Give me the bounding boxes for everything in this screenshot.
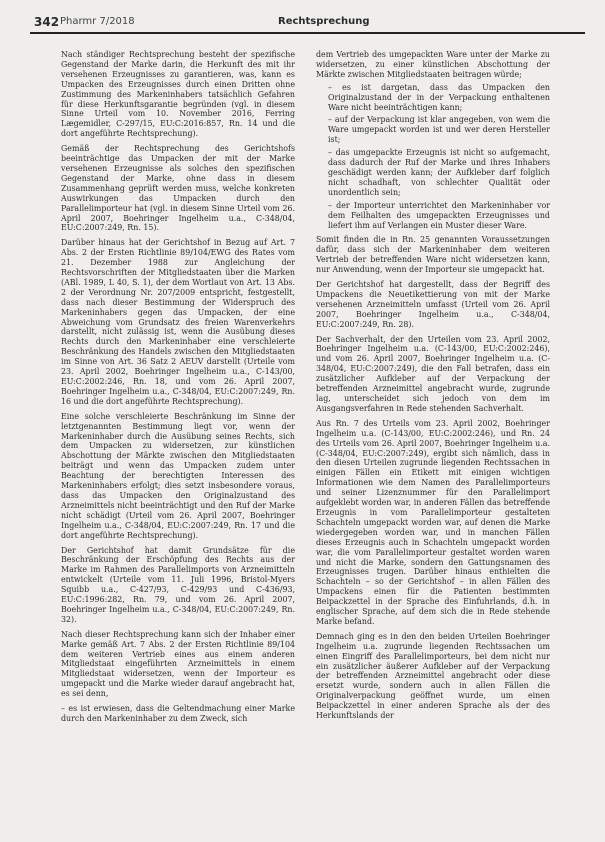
right-column — [316, 50, 550, 726]
header-rule — [30, 32, 585, 34]
paragraph: Nach ständiger Rechtsprechung besteht der spezifische Gegenstand der Marke darin, die Herkunft des mit ihr versehenen Erzeugnisses zu garantieren, was, kann es Umpacken des Erzeugnisses durch einen Dritten ohne Zustimmung des Markeninhabers tatsächlich Gefahren für diese Herkunftsgarantie begründen (vgl. in diesem Sinne Urteil vom 10. November 2016, Ferring Lægemidler, C-297/15, EU:C:2016:857, Rn. 14 und die dort angeführte Rechtsprechung). — [61, 50, 295, 139]
paragraph: Der Gerichtshof hat dargestellt, dass der Begriff des Umpackens die Neuetikettierung von mit der Marke versehenen Arzneimitteln umfasst (Urteil vom 26. April 2007, Boehringer Ingelheim u.a., C-348/04, EU:C:2007:249, Rn. 28). — [316, 280, 550, 329]
list-item: – es ist dargetan, dass das Umpacken den Originalzustand der in der Verpackung enthaltenen Ware nicht beeinträchtigen kann; — [328, 82, 550, 112]
list-item: – der Importeur unterrichtet den Markeninhaber vor dem Feilhalten des umgepackten Erzeugnisses und liefert ihm auf Verlangen ein Muster dieser Ware. — [328, 200, 550, 230]
list-item: – auf der Verpackung ist klar angegeben, von wem die Ware umgepackt worden ist und wer deren Hersteller ist; — [328, 115, 550, 145]
paragraph: Aus Rn. 7 des Urteils vom 23. April 2002, Boehringer Ingelheim u.a. (C-143/00, EU:C:2002:246), und Rn. 24 des Urteils vom 26. April 2007, Boehringer Ingelheim u.a. (C-348/04, EU:C:2007:249), ergibt sich nämlich, dass in den diesen Urteilen zugrunde liegenden Rechtssachen in einigen Fällen ein Etikett mit einigen wichtigen Informationen wie dem Namen des Parallelimporteurs und seiner Lizenznummer für den Parallelimport aufgeklebt worden war, in anderen Fällen das betreffende Erzeugnis in vom Parallelimporteur gestalteten Schachteln umgepackt worden war, auf denen die Marke wiedergegeben worden war, und in manchen Fällen dieses Erzeugnis auch in Schachteln umgepackt worden war, die vom Parallelimporteur gestaltet worden waren und nicht die Marke, sondern den Gattungsnamen des Erzeugnisses trugen. Darüber hinaus enthielten die Schachteln – so der Gerichtshof – in allen Fällen des Umpackens einen für die Patienten bestimmten Beipackzettel in der Sprache des Einfuhrlands, d.h. in englischer Sprache, auf dem sich die in Rede stehende Marke befand. — [316, 418, 550, 626]
journal-name: Pharmr 7/2018 — [60, 16, 135, 27]
paragraph: Eine solche verschleierte Beschränkung im Sinne der letztgenannten Bestimmung liegt vor, wenn der Markeninhaber durch die Ausübung seines Rechts, sich dem Umpacken zu widersetzen, zur künstlichen Abschottung der Märkte zwischen den Mitgliedstaaten beiträgt und wenn das Umpacken zudem unter Beachtung der berechtigten Interessen des Markeninhabers erfolgt; dies setzt insbesondere voraus, dass das Umpacken den Originalzustand des Arzneimittels nicht beeinträchtigt und den Ruf der Marke nicht schädigt (Urteil vom 26. April 2007, Boehringer Ingelheim u.a., C-348/04, EU:C:2007:249, Rn. 17 und die dort angeführte Rechtsprechung). — [61, 411, 295, 540]
paragraph: Demnach ging es in den den beiden Urteilen Boehringer Ingelheim u.a. zugrunde liegenden Rechtssachen um einen Eingriff des Parallelimporteurs, bei dem nicht nur ein zusätzlicher äußerer Aufkleber auf der Verpackung der betreffenden Arzneimittel angebracht oder diese ersetzt wurde, sondern auch in allen Fällen die Originalverpackung geöffnet wurde, um einen Beipackzettel in einer anderen Sprache als der des Herkunftslands der — [316, 631, 550, 721]
page-header — [30, 15, 585, 37]
paragraph: Somit finden die in Rn. 25 genannten Voraussetzungen dafür, dass sich der Markeninhaber dem weiteren Vertrieb der betreffenden Ware nicht widersetzen kann, nur Anwendung, wenn der Importeur sie umgepackt hat. — [316, 235, 550, 275]
list-item: – es ist erwiesen, dass die Geltendmachung einer Marke durch den Markeninhaber zu dem Zweck, sich — [61, 704, 295, 723]
paragraph: Darüber hinaus hat der Gerichtshof in Bezug auf Art. 7 Abs. 2 der Ersten Richtlinie 89/104/EWG des Rates vom 21. Dezember 1988 zur Angleichung der Rechtsvorschriften der Mitgliedstaaten über die Marken (ABl. 1989, L 40, S. 1), der dem Wortlaut von Art. 13 Abs. 2 der Verordnung Nr. 207/2009 entspricht, festgestellt, dass nach dieser Bestimmung der Widerspruch des Markeninhabers gegen das Umpacken, der eine Abweichung vom Grundsatz des freien Warenverkehrs darstellt, nicht zulässig ist, wenn die Ausübung dieses Rechts durch den Markeninhaber eine verschleierte Beschränkung des Handels zwischen den Mitgliedstaaten im Sinne von Art. 36 Satz 2 AEUV darstellt (Urteile vom 23. April 2002, Boehringer Ingelheim u.a., C-143/00, EU:C:2002:246, Rn. 18, und vom 26. April 2007, Boehringer Ingelheim u.a., C-348/04, EU:C:2007:249, Rn. 16 und die dort angeführte Rechtsprechung). — [61, 238, 295, 406]
paragraph: Der Gerichtshof hat damit Grundsätze für die Beschränkung der Erschöpfung des Rechts aus der Marke im Rahmen des Parallelimports von Arzneimitteln entwickelt (Urteile vom 11. Juli 1996, Bristol-Myers Squibb u.a., C-427/93, C-429/93 und C-436/93, EU:C:1996:282, Rn. 79, und vom 26. April 2007, Boehringer Ingelheim u.a., C-348/04, EU:C:2007:249, Rn. 32). — [61, 545, 295, 624]
paragraph: dem Vertrieb des umgepackten Ware unter der Marke zu widersetzen, zu einer künstlichen Abschottung der Märkte zwischen Mitgliedstaaten beitragen würde; — [316, 50, 550, 79]
left-column — [61, 50, 295, 729]
paragraph: Der Sachverhalt, der den Urteilen vom 23. April 2002, Boehringer Ingelheim u.a. (C-143/00, EU:C:2002:246), und vom 26. April 2007, Boehringer Ingelheim u.a. (C-348/04, EU:C:2007:249), die den Fall betrafen, dass ein zusätzlicher Aufkleber auf der Verpackung der betreffenden Arzneimittel angebracht wurde, zugrunde lag, unterscheidet sich jedoch von dem im Ausgangsverfahren in Rede stehenden Sachverhalt. — [316, 334, 550, 413]
section-title: Rechtsprechung — [278, 16, 370, 27]
page-number: 342 — [34, 15, 60, 29]
paragraph: Nach dieser Rechtsprechung kann sich der Inhaber einer Marke gemäß Art. 7 Abs. 2 der Ersten Richtlinie 89/104 dem weiteren Vertrieb eines aus einem anderen Mitgliedstaat eingeführten Arzneimittels in einem Mitgliedstaat widersetzen, wenn der Importeur es umgepackt und die Marke wieder darauf angebracht hat, es sei denn, — [61, 629, 295, 699]
paragraph: Gemäß der Rechtsprechung des Gerichtshofs beeinträchtige das Umpacken der mit der Marke versehenen Erzeugnisse als solches den spezifischen Gegenstand der Marke, ohne dass in diesem Zusammenhang geprüft werden muss, welche konkreten Auswirkungen das Umpacken durch den Parallelimporteur hat (vgl. in diesem Sinne Urteil vom 26. April 2007, Boehringer Ingelheim u.a., C-348/04, EU:C:2007:249, Rn. 15). — [61, 144, 295, 233]
list-item: – das umgepackte Erzeugnis ist nicht so aufgemacht, dass dadurch der Ruf der Marke und ihres Inhabers geschädigt werden kann; der Aufkleber darf folglich nicht schadhaft, von schlechter Qualität oder unordentlich sein; — [328, 148, 550, 197]
